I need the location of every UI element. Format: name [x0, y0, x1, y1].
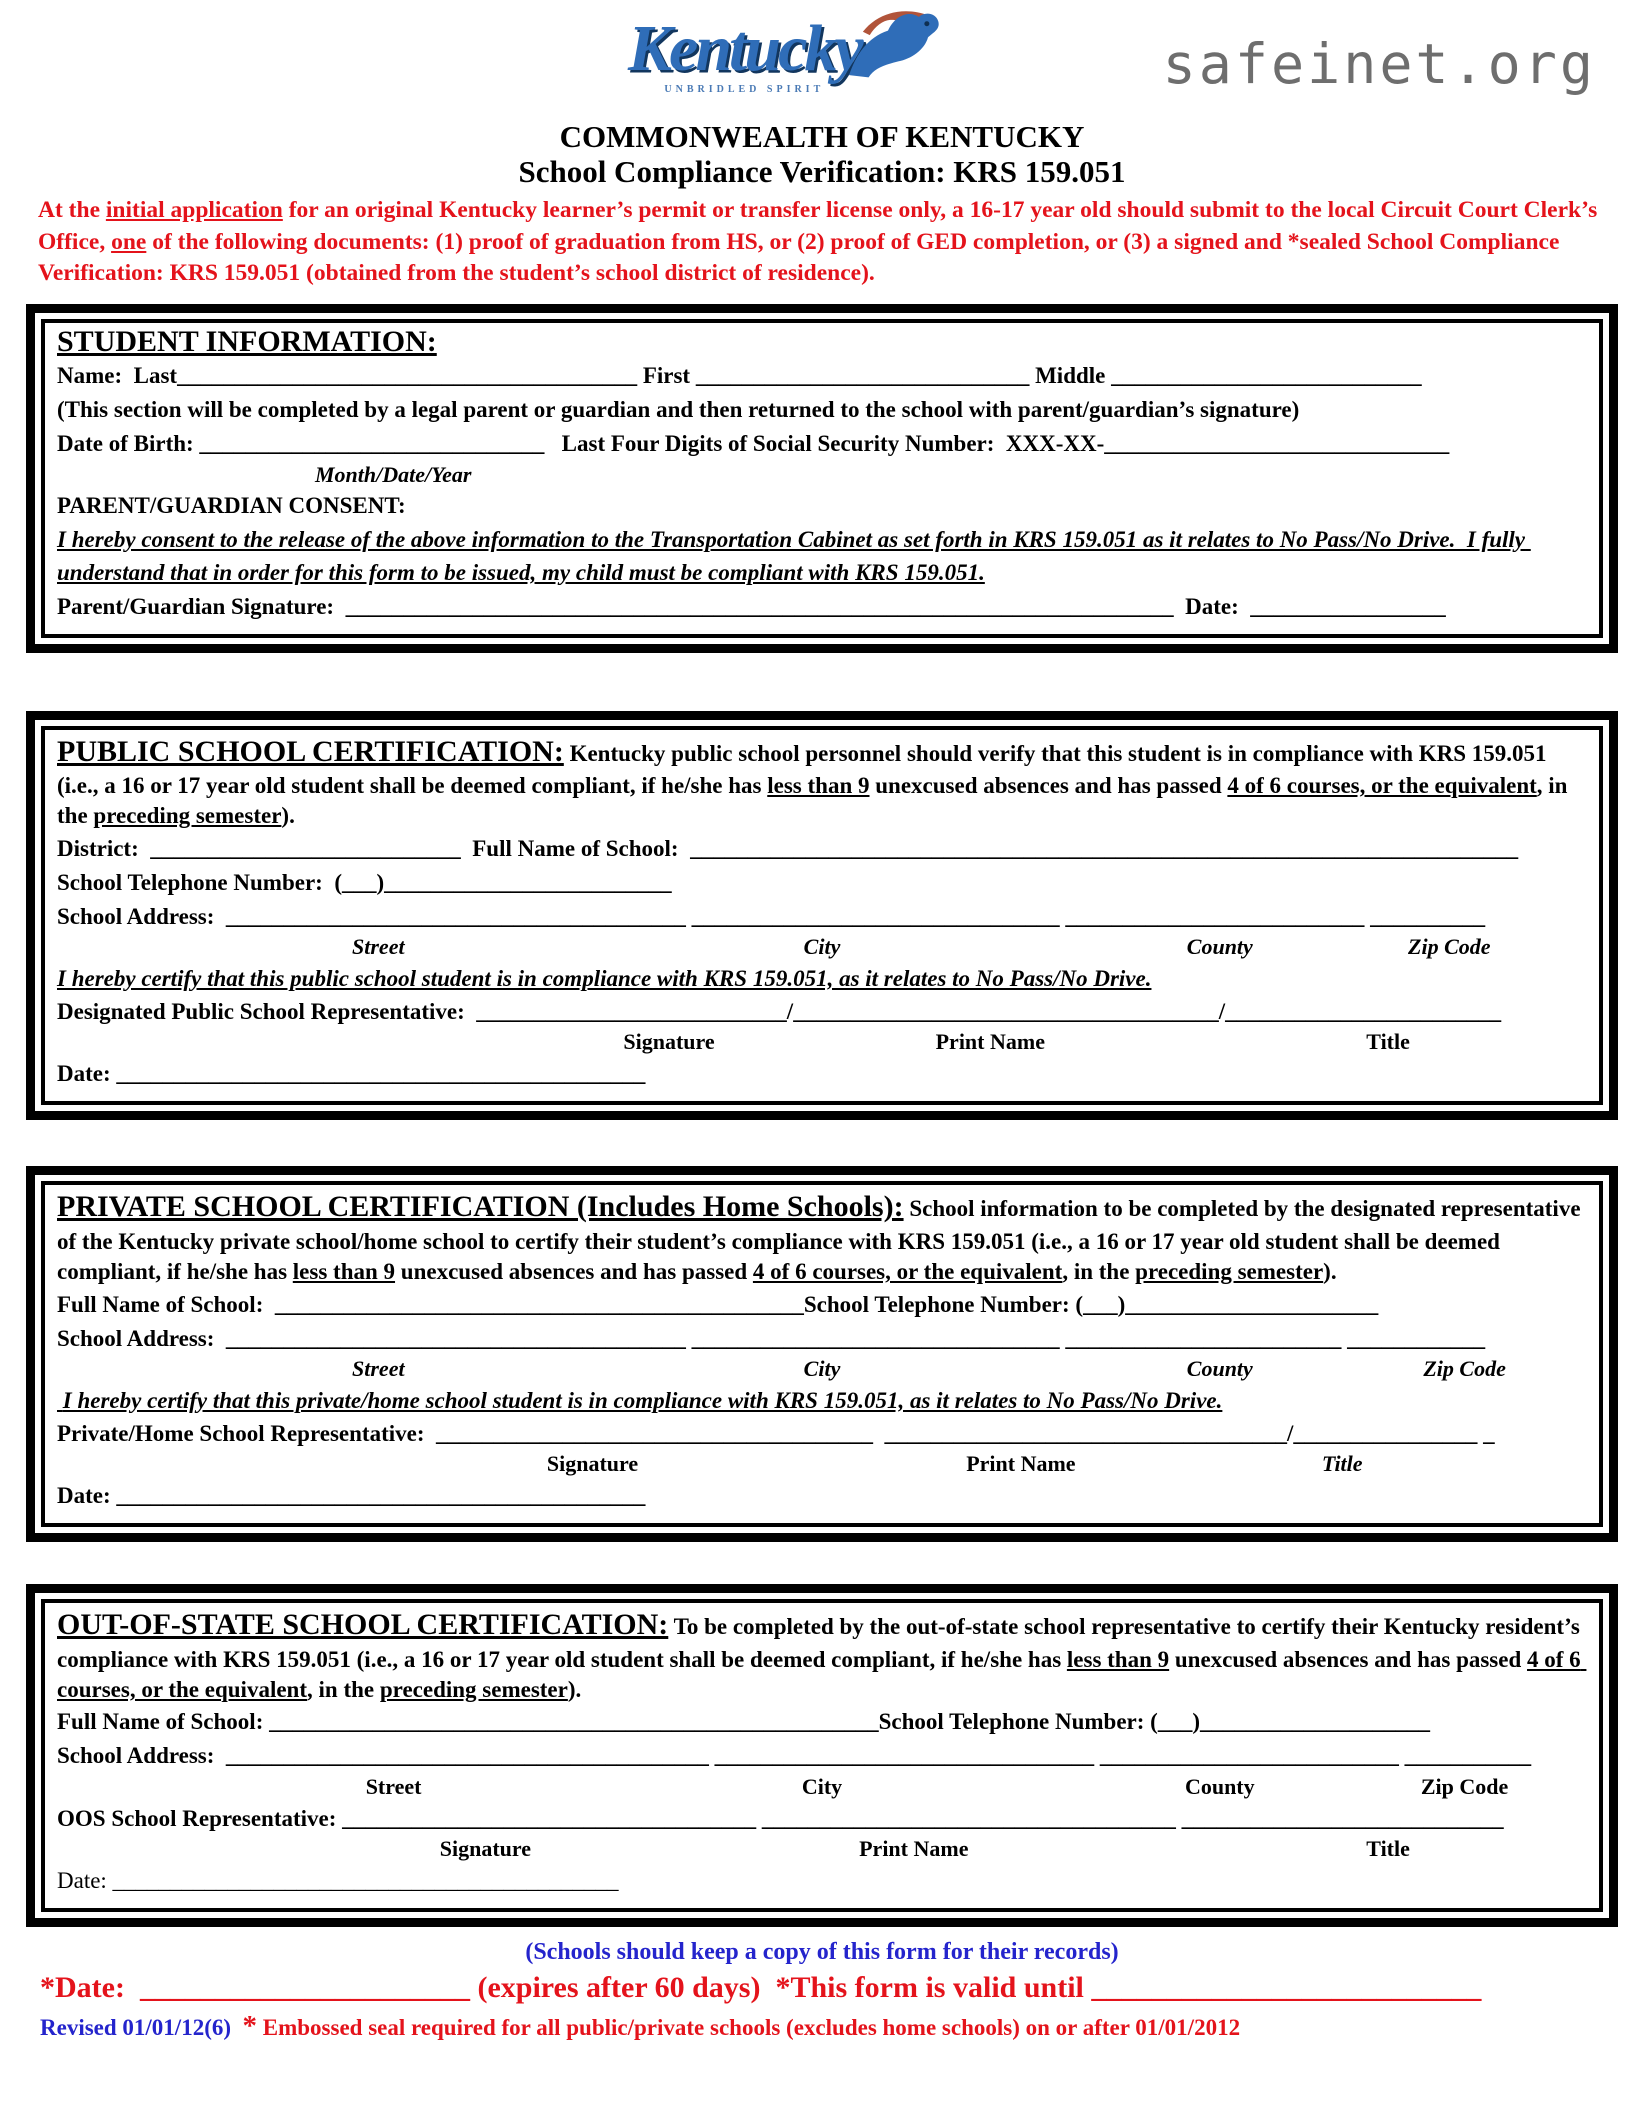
revision-row	[0, 2006, 1644, 2043]
city-label: City	[803, 1355, 841, 1381]
private-representative-sublabels	[57, 1451, 1587, 1479]
private-school-name-row: Full Name of School: ______________________________________________School Telephone Number: (___)______________________	[57, 1291, 1379, 1317]
street-label: Street	[352, 1355, 405, 1381]
zipcode-label: Zip Code	[1408, 933, 1491, 959]
student-information-section	[26, 304, 1618, 652]
private-school-intro	[57, 1187, 1587, 1287]
private-school-section	[26, 1166, 1618, 1542]
oos-school-description: To be completed by the out-of-state school representative to certify their Kentucky resident’s compliance with KRS 159.051 (i.e., a 16 or 17 year old student shall be deemed compliant, if he/she has less than 9 unexcused absences and has passed 4 of 6 courses, or the equivalent, in the preceding semester).	[57, 1614, 1587, 1703]
oos-representative-sublabels	[57, 1836, 1587, 1864]
private-school-heading: PRIVATE SCHOOL CERTIFICATION (Includes Home Schools):	[57, 1190, 904, 1224]
title-label: Title	[1366, 1835, 1410, 1861]
oos-date-row: Date: ____________________________________________	[57, 1867, 619, 1893]
oos-school-heading: OUT-OF-STATE SCHOOL CERTIFICATION:	[57, 1608, 669, 1642]
city-label: City	[801, 1773, 843, 1799]
print-name-label: Print Name	[859, 1835, 969, 1861]
oos-address-sublabels	[57, 1774, 1587, 1802]
instructions-notice: At the initial application for an original Kentucky learner’s permit or transfer license only, a 16-17 year old should submit to the local Circuit Court Clerk’s Office, one of the following documents: (1) proof of graduation from HS, or (2) proof of GED completion, or (3) a signed and *sealed School Compliance Verification: KRS 159.051 (obtained from the student’s school district of residence).	[38, 197, 1604, 286]
public-school-section	[26, 711, 1618, 1121]
zipcode-label: Zip Code	[1420, 1773, 1509, 1799]
parent-signature-row: Parent/Guardian Signature: ________________________________________________________________________ Date: _________________	[57, 593, 1446, 619]
private-address-row: School Address: ________________________________________ ________________________________ ________________________ ____________	[57, 1325, 1486, 1351]
horse-icon	[829, 2, 947, 82]
public-date-row: Date: ______________________________________________	[57, 1061, 646, 1087]
print-name-label: Print Name	[935, 1029, 1045, 1055]
public-school-intro	[57, 732, 1587, 832]
student-section-note: (This section will be completed by a legal parent or guardian and then returned to the school with parent/guardian’s signature)	[57, 397, 1300, 423]
oos-representative-row: OOS School Representative: ____________________________________ ____________________________________ ____________________________	[57, 1805, 1504, 1831]
oos-school-section	[26, 1584, 1618, 1926]
dob-format-label: Month/Date/Year	[315, 462, 472, 488]
private-date-row: Date: ______________________________________________	[57, 1483, 646, 1509]
document-title: COMMONWEALTH OF KENTUCKY	[559, 119, 1085, 154]
page-header	[38, 12, 1606, 120]
street-label: Street	[365, 1773, 422, 1799]
student-information-heading: STUDENT INFORMATION:	[57, 325, 437, 359]
signature-label: Signature	[546, 1451, 639, 1477]
print-name-label: Print Name	[966, 1451, 1076, 1477]
consent-statement: I hereby consent to the release of the above information to the Transportation Cabinet as set forth in KRS 159.051 as it relates to No Pass/No Drive. I fully understand that in order for this form to be issued, my child must be compliant with KRS 159.051.	[57, 526, 1531, 586]
oos-address-row: School Address: __________________________________________ _________________________________ __________________________ ___________	[57, 1743, 1532, 1769]
validity-date-row: *Date: ______________________ (expires after 60 days) *This form is valid until __________________________	[40, 1970, 1482, 2004]
public-representative-sublabels	[57, 1029, 1587, 1057]
kentucky-logo	[628, 12, 861, 95]
student-name-row: Name: Last________________________________________ First _____________________________ Middle ___________________________	[57, 363, 1422, 389]
signature-label: Signature	[623, 1029, 715, 1055]
city-label: City	[803, 933, 841, 959]
signature-label: Signature	[439, 1835, 532, 1861]
dob-ssn-row: Date of Birth: ______________________________ Last Four Digits of Social Security Number: XXX-XX-______________________________	[57, 431, 1450, 457]
public-school-description: Kentucky public school personnel should verify that this student is in compliance with KRS 159.051 (i.e., a 16 or 17 year old student shall be deemed compliant, if he/she has less than 9 unexcused absences and has passed 4 of 6 courses, or the equivalent, in the preceding semester).	[57, 740, 1574, 829]
public-phone-row: School Telephone Number: (___)_________________________	[57, 869, 672, 895]
public-address-sublabels	[57, 934, 1587, 962]
page-footer	[0, 1939, 1644, 2043]
private-certify-statement: I hereby certify that this private/home school student is in compliance with KRS 159.051, as it relates to No Pass/No Drive.	[57, 1387, 1223, 1413]
keep-copy-note: (Schools should keep a copy of this form for their records)	[525, 1938, 1119, 1965]
title-label: Title	[1366, 1029, 1410, 1055]
street-label: Street	[352, 933, 405, 959]
private-school-description: School information to be completed by the designated representative of the Kentucky private school/home school to certify their student’s compliance with KRS 159.051 (i.e., a 16 or 17 year old student shall be deemed compliant, if he/she has less than 9 unexcused absences and has passed 4 of 6 courses, or the equivalent, in the preceding semester).	[57, 1196, 1587, 1285]
revised-label: Revised 01/01/12(6)	[40, 2014, 232, 2040]
title-label: Title	[1321, 1451, 1363, 1477]
seal-note: Embossed seal required for all public/private schools (excludes home schools) on or after 01/01/2012	[257, 2014, 1241, 2040]
district-row: District: ___________________________ Full Name of School: ________________________________________________________________________	[57, 835, 1519, 861]
public-representative-row: Designated Public School Representative: ___________________________/_____________________________________/________________________	[57, 999, 1502, 1025]
kentucky-logo-tagline: UNBRIDLED SPIRIT	[664, 84, 825, 95]
page	[0, 0, 1644, 289]
public-certify-statement: I hereby certify that this public school student is in compliance with KRS 159.051, as it relates to No Pass/No Drive.	[57, 965, 1152, 991]
county-label: County	[1186, 933, 1253, 959]
county-label: County	[1186, 1355, 1253, 1381]
county-label: County	[1184, 1773, 1255, 1799]
public-address-row: School Address: ________________________________________ ________________________________ __________________________ __________	[57, 903, 1486, 929]
oos-school-intro	[57, 1605, 1587, 1705]
private-representative-row: Private/Home School Representative: ______________________________________ ___________________________________/________________ _	[57, 1421, 1495, 1447]
seal-note-asterisk: *	[242, 2009, 258, 2042]
consent-heading: PARENT/GUARDIAN CONSENT:	[57, 492, 406, 518]
oos-school-name-row: Full Name of School: _____________________________________________________School Telephone Number: (___)____________________	[57, 1709, 1430, 1735]
watermark-text: safeinet.org	[1162, 32, 1596, 96]
private-address-sublabels	[57, 1356, 1587, 1384]
document-subtitle: School Compliance Verification: KRS 159.051	[518, 153, 1126, 189]
zipcode-label: Zip Code	[1423, 1355, 1506, 1381]
kentucky-logo-wordmark: Kentucky	[628, 12, 861, 85]
public-school-heading: PUBLIC SCHOOL CERTIFICATION:	[57, 734, 564, 768]
